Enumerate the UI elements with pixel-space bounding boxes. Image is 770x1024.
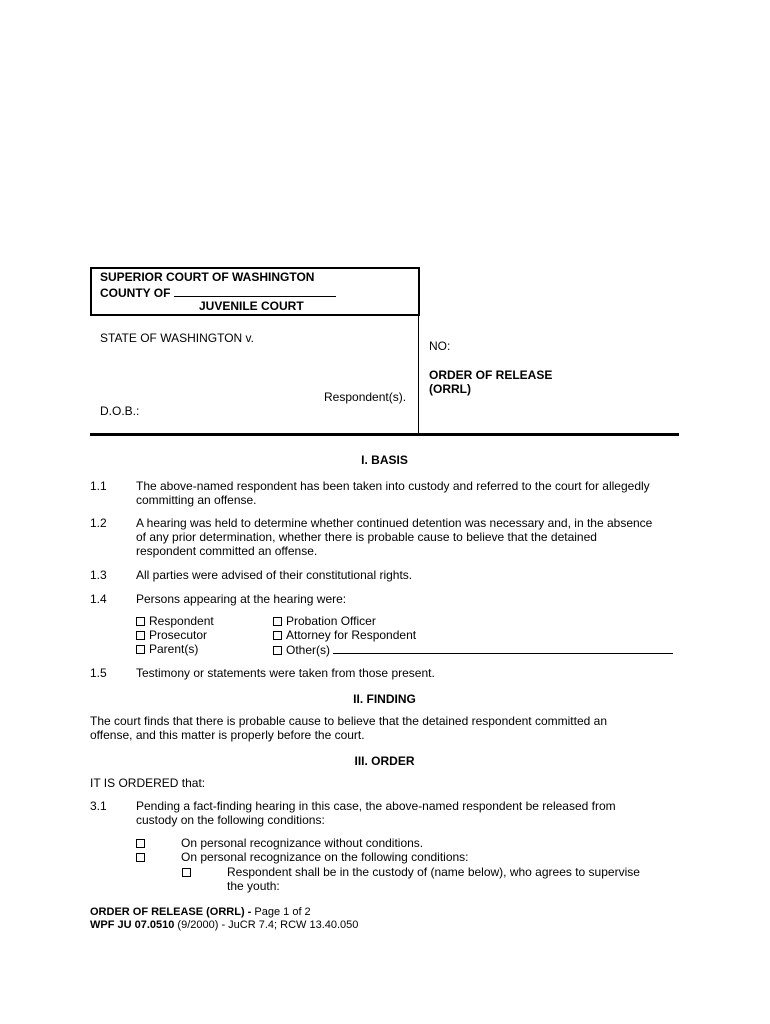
basis-item-4: Persons appearing at the hearing were: bbox=[136, 592, 347, 606]
footer-form-citation: (9/2000) - JuCR 7.4; RCW 13.40.050 bbox=[174, 919, 359, 931]
checkbox-others[interactable] bbox=[273, 642, 673, 657]
item-number: 1.1 bbox=[90, 479, 107, 493]
sub-option-1-label bbox=[227, 865, 677, 893]
respondent-label: Respondent(s). bbox=[324, 390, 407, 404]
checkbox-label: Attorney for Respondent bbox=[286, 628, 417, 642]
item-number: 1.2 bbox=[90, 516, 107, 530]
order-heading: III. ORDER bbox=[354, 754, 415, 768]
basis-heading: I. BASIS bbox=[361, 453, 408, 467]
checkbox-icon[interactable] bbox=[136, 617, 145, 626]
county-line bbox=[100, 285, 336, 300]
item-number: 1.5 bbox=[90, 666, 107, 680]
footer-title bbox=[90, 905, 311, 919]
checkbox-attorney[interactable] bbox=[273, 628, 416, 642]
text-line: Pending a fact-finding hearing in this case, the above-named respondent be released from bbox=[136, 799, 616, 813]
state-line: STATE OF WASHINGTON v. bbox=[100, 331, 255, 345]
checkbox-icon[interactable] bbox=[273, 646, 282, 655]
doc-title-line2: (ORRL) bbox=[429, 382, 471, 396]
checkbox-icon[interactable] bbox=[136, 645, 145, 654]
text-line: committing an offense. bbox=[136, 493, 257, 507]
basis-item-1 bbox=[136, 479, 681, 507]
checkbox-icon[interactable] bbox=[273, 617, 282, 626]
footer-page: Page 1 of 2 bbox=[251, 906, 311, 918]
case-number-label: NO: bbox=[429, 339, 451, 353]
caption-divider bbox=[418, 314, 419, 433]
footer-title-text: ORDER OF RELEASE (ORRL) - bbox=[90, 906, 252, 918]
basis-item-5: Testimony or statements were taken from those present. bbox=[136, 666, 435, 680]
item-number: 1.4 bbox=[90, 592, 107, 606]
checkbox-probation-officer[interactable] bbox=[273, 614, 376, 628]
text-line: respondent committed an offense. bbox=[136, 544, 318, 558]
order-intro: IT IS ORDERED that: bbox=[90, 776, 206, 790]
caption-bottom-rule bbox=[90, 433, 679, 436]
option-2-label: On personal recognizance on the following conditions: bbox=[181, 850, 469, 864]
checkbox-respondent[interactable] bbox=[136, 614, 214, 628]
item-number: 1.3 bbox=[90, 568, 107, 582]
checkbox-label: Probation Officer bbox=[286, 614, 376, 628]
item-number: 3.1 bbox=[90, 799, 107, 813]
footer-form-info bbox=[90, 918, 358, 932]
checkbox-option-1[interactable] bbox=[136, 836, 149, 850]
checkbox-sub-option-1[interactable] bbox=[182, 865, 195, 879]
checkbox-prosecutor[interactable] bbox=[136, 628, 207, 642]
checkbox-label: Prosecutor bbox=[149, 628, 208, 642]
county-label: COUNTY OF bbox=[100, 286, 171, 300]
others-blank[interactable] bbox=[333, 642, 673, 654]
checkbox-icon[interactable] bbox=[136, 853, 145, 862]
dob-label: D.O.B.: bbox=[100, 404, 140, 418]
text-line: offense, and this matter is properly before the court. bbox=[90, 728, 365, 742]
text-line: the youth: bbox=[227, 879, 280, 893]
text-line: A hearing was held to determine whether continued detention was necessary and, in the absence bbox=[136, 516, 653, 530]
text-line: The court finds that there is probable cause to believe that the detained respondent committed an bbox=[90, 714, 607, 728]
option-1-label: On personal recognizance without conditions. bbox=[181, 836, 424, 850]
checkbox-parents[interactable] bbox=[136, 642, 198, 656]
checkbox-option-2[interactable] bbox=[136, 850, 149, 864]
checkbox-label: Respondent bbox=[149, 614, 214, 628]
checkbox-icon[interactable] bbox=[136, 839, 145, 848]
checkbox-icon[interactable] bbox=[182, 868, 191, 877]
finding-heading: II. FINDING bbox=[353, 692, 416, 706]
text-line: The above-named respondent has been taken into custody and referred to the court for allegedly bbox=[136, 479, 650, 493]
checkbox-label: Other(s) bbox=[286, 643, 331, 657]
basis-item-2 bbox=[136, 516, 681, 558]
juvenile-court: JUVENILE COURT bbox=[199, 299, 304, 313]
footer-form-id: WPF JU 07.0510 bbox=[90, 919, 175, 931]
text-line: custody on the following conditions: bbox=[136, 813, 325, 827]
checkbox-label: Parent(s) bbox=[149, 642, 199, 656]
checkbox-icon[interactable] bbox=[136, 631, 145, 640]
checkbox-icon[interactable] bbox=[273, 631, 282, 640]
county-blank[interactable] bbox=[174, 285, 336, 297]
doc-title-line1: ORDER OF RELEASE bbox=[429, 368, 553, 382]
order-item-1 bbox=[136, 799, 681, 827]
text-line: of any prior determination, whether there is probable cause to believe that the detained bbox=[136, 530, 597, 544]
court-name: SUPERIOR COURT OF WASHINGTON bbox=[100, 270, 315, 284]
text-line: Respondent shall be in the custody of (name below), who agrees to supervise bbox=[227, 865, 640, 879]
basis-item-3: All parties were advised of their constitutional rights. bbox=[136, 568, 413, 582]
finding-text bbox=[90, 714, 680, 742]
